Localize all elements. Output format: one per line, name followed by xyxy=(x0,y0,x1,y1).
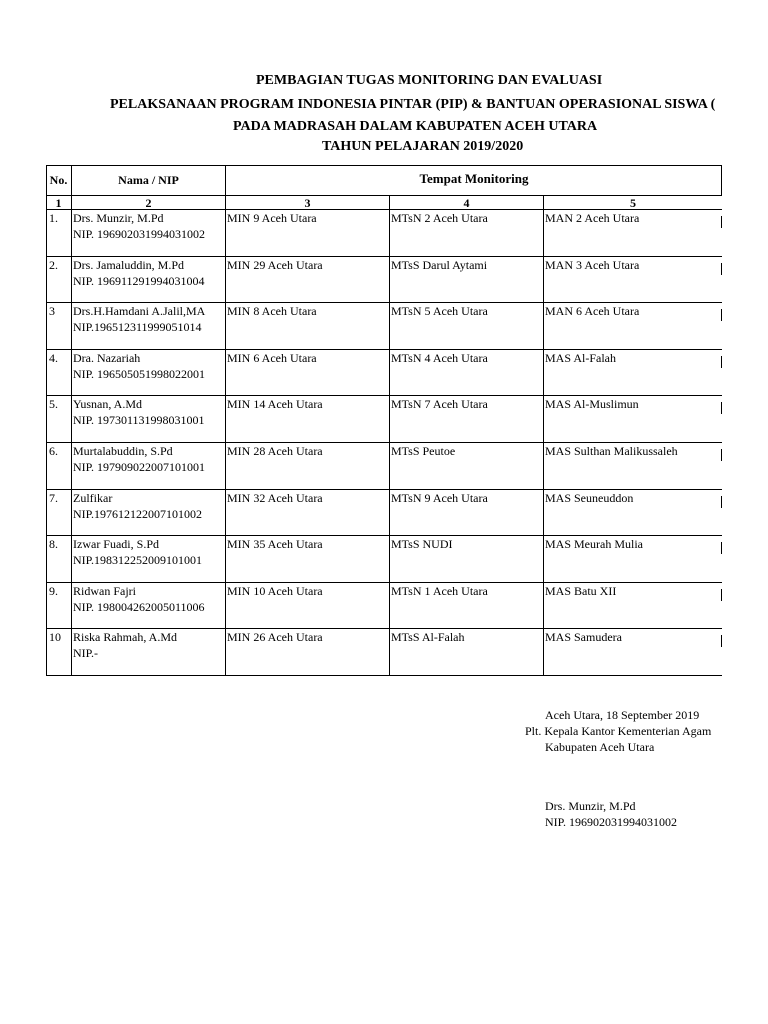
row-mts: MTsS Peutoe xyxy=(391,444,456,458)
col-divider-2 xyxy=(225,165,226,676)
row-right-tick xyxy=(721,309,722,321)
row-ma: MAS Batu XII xyxy=(545,584,617,598)
row-number: 9. xyxy=(49,584,58,598)
row-name: Drs.H.Hamdani A.Jalil,MA xyxy=(73,304,206,318)
row-mts: MTsN 2 Aceh Utara xyxy=(391,211,488,225)
signature-nip: NIP. 196902031994031002 xyxy=(545,815,678,829)
row-min: MIN 26 Aceh Utara xyxy=(227,630,323,644)
row-right-tick xyxy=(721,402,722,414)
document-title-line4: TAHUN PELAJARAN 2019/2020 xyxy=(322,139,524,154)
row-mts: MTsN 5 Aceh Utara xyxy=(391,304,488,318)
row-ma: MAS Samudera xyxy=(545,630,622,644)
colnum-1: 1 xyxy=(55,196,62,210)
row-right-tick xyxy=(721,635,722,647)
row-nip: NIP.- xyxy=(73,646,99,660)
header-tempat-monitoring: Tempat Monitoring xyxy=(419,171,529,186)
row-min: MIN 8 Aceh Utara xyxy=(227,304,317,318)
document-title-line1: PEMBAGIAN TUGAS MONITORING DAN EVALUASI xyxy=(256,73,603,88)
row-ma: MAN 2 Aceh Utara xyxy=(545,211,640,225)
row-right-tick xyxy=(721,449,722,461)
row-name: Yusnan, A.Md xyxy=(73,397,143,411)
row-name: Drs. Munzir, M.Pd xyxy=(73,211,164,225)
row-nip: NIP. 196911291994031004 xyxy=(73,274,205,288)
row-name: Drs. Jamaluddin, M.Pd xyxy=(73,258,184,272)
row-divider xyxy=(46,582,722,583)
row-right-tick xyxy=(721,356,722,368)
row-ma: MAN 6 Aceh Utara xyxy=(545,304,640,318)
signature-position2: Kabupaten Aceh Utara xyxy=(545,740,655,754)
row-mts: MTsS Al-Falah xyxy=(391,630,465,644)
row-ma: MAS Sulthan Malikussaleh xyxy=(545,444,678,458)
row-min: MIN 10 Aceh Utara xyxy=(227,584,323,598)
row-right-tick xyxy=(721,589,722,601)
signature-name: Drs. Munzir, M.Pd xyxy=(545,799,636,813)
row-right-tick xyxy=(721,542,722,554)
row-name: Zulfikar xyxy=(73,491,113,505)
row-mts: MTsS Darul Aytami xyxy=(391,258,488,272)
row-number: 2. xyxy=(49,258,58,272)
row-mts: MTsN 1 Aceh Utara xyxy=(391,584,488,598)
row-divider xyxy=(46,675,722,676)
row-right-tick xyxy=(721,496,722,508)
row-ma: MAN 3 Aceh Utara xyxy=(545,258,640,272)
row-number: 4. xyxy=(49,351,58,365)
row-name: Izwar Fuadi, S.Pd xyxy=(73,537,159,551)
row-min: MIN 29 Aceh Utara xyxy=(227,258,323,272)
row-number: 1. xyxy=(49,211,58,225)
row-name: Dra. Nazariah xyxy=(73,351,141,365)
document-title-line3: PADA MADRASAH DALAM KABUPATEN ACEH UTARA xyxy=(233,119,598,134)
row-nip: NIP. 196902031994031002 xyxy=(73,227,206,241)
row-min: MIN 14 Aceh Utara xyxy=(227,397,323,411)
row-nip: NIP. 197909022007101001 xyxy=(73,460,206,474)
row-min: MIN 28 Aceh Utara xyxy=(227,444,323,458)
row-ma: MAS Meurah Mulia xyxy=(545,537,643,551)
signature-place-date: Aceh Utara, 18 September 2019 xyxy=(545,708,700,722)
row-mts: MTsS NUDI xyxy=(391,537,453,551)
row-number: 8. xyxy=(49,537,58,551)
row-mts: MTsN 7 Aceh Utara xyxy=(391,397,488,411)
row-ma: MAS Al-Falah xyxy=(545,351,617,365)
row-nip: NIP. 197301131998031001 xyxy=(73,413,205,427)
row-nip: NIP.198312252009101001 xyxy=(73,553,203,567)
header-no: No. xyxy=(49,173,68,187)
row-number: 6. xyxy=(49,444,58,458)
colnum-4: 4 xyxy=(463,196,470,210)
row-right-tick xyxy=(721,216,722,228)
row-right-tick xyxy=(721,263,722,275)
row-name: Murtalabuddin, S.Pd xyxy=(73,444,173,458)
row-nip: NIP.196512311999051014 xyxy=(73,320,202,334)
table-top-border xyxy=(46,165,722,166)
row-mts: MTsN 9 Aceh Utara xyxy=(391,491,488,505)
col-divider-3 xyxy=(389,195,390,676)
row-min: MIN 35 Aceh Utara xyxy=(227,537,323,551)
row-min: MIN 32 Aceh Utara xyxy=(227,491,323,505)
colnum-5: 5 xyxy=(630,196,636,210)
row-divider xyxy=(46,349,722,350)
row-number: 3 xyxy=(49,304,55,318)
row-ma: MAS Seuneuddon xyxy=(545,491,634,505)
col-divider-4 xyxy=(543,195,544,676)
row-ma: MAS Al-Muslimun xyxy=(545,397,639,411)
row-number: 10 xyxy=(49,630,61,644)
table-left-border xyxy=(46,165,47,676)
row-name: Riska Rahmah, A.Md xyxy=(73,630,177,644)
row-name: Ridwan Fajri xyxy=(73,584,136,598)
row-min: MIN 6 Aceh Utara xyxy=(227,351,317,365)
colnum-3: 3 xyxy=(304,196,311,210)
row-nip: NIP. 196505051998022001 xyxy=(73,367,206,381)
document-title-line2: PELAKSANAAN PROGRAM INDONESIA PINTAR (PIP) & BANTUAN OPERASIONAL SISWA ( xyxy=(110,97,716,112)
row-min: MIN 9 Aceh Utara xyxy=(227,211,317,225)
row-nip: NIP.197612122007101002 xyxy=(73,507,203,521)
row-number: 7. xyxy=(49,491,58,505)
row-number: 5. xyxy=(49,397,58,411)
col-divider-1 xyxy=(71,165,72,676)
signature-position1: Plt. Kepala Kantor Kementerian Agam xyxy=(525,724,712,738)
table-right-border xyxy=(721,165,722,196)
row-nip: NIP. 198004262005011006 xyxy=(73,600,205,614)
colnum-2: 2 xyxy=(145,196,152,210)
row-mts: MTsN 4 Aceh Utara xyxy=(391,351,488,365)
header-nama-nip: Nama / NIP xyxy=(118,173,179,187)
